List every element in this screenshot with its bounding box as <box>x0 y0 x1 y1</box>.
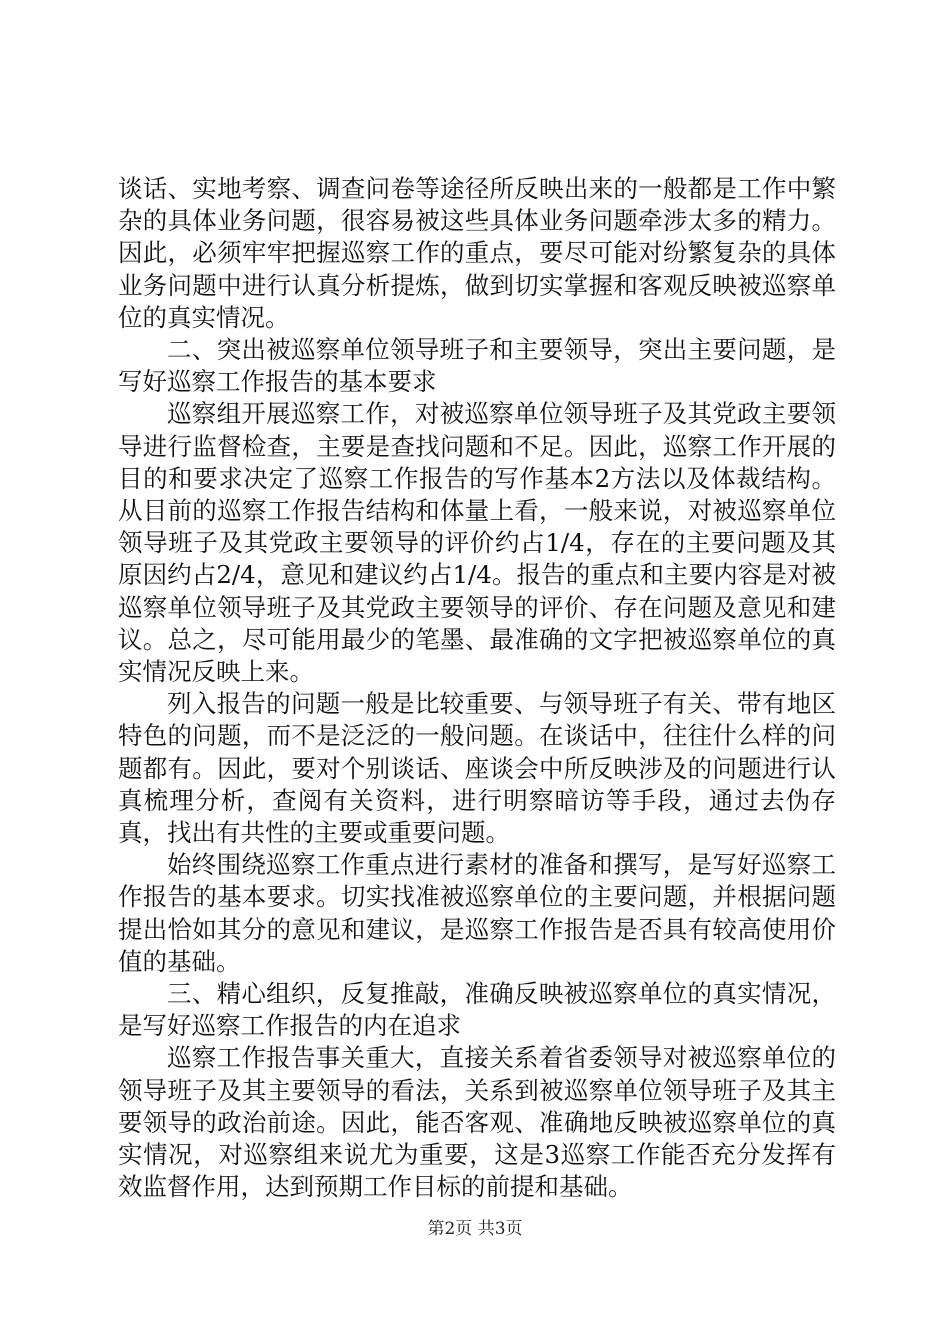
section-heading: 三、精心组织，反复推敲，准确反映被巡察单位的真实情况，是写好巡察工作报告的内在追求 <box>118 979 836 1041</box>
paragraph: 始终围绕巡察工作重点进行素材的准备和撰写，是写好巡察工作报告的基本要求。切实找准被巡察单位的主要问题，并根据问题提出恰如其分的意见和建议，是巡察工作报告是否具有较高使用价值的基础。 <box>118 850 836 976</box>
section-heading: 二、突出被巡察单位领导班子和主要领导，突出主要问题，是写好巡察工作报告的基本要求 <box>118 335 836 397</box>
paragraph: 巡察工作报告事关重大，直接关系着省委领导对被巡察单位的领导班子及其主要领导的看法，关系到被巡察单位领导班子及其主要领导的政治前途。因此，能否客观、准确地反映被巡察单位的真实情况，对巡察组来说尤为重要，这是3巡察工作能否充分发挥有效监督作用，达到预期工作目标的前提和基础。 <box>118 1043 836 1202</box>
paragraph: 列入报告的问题一般是比较重要、与领导班子有关、带有地区特色的问题，而不是泛泛的一般问题。在谈话中，往往什么样的问题都有。因此，要对个别谈话、座谈会中所反映涉及的问题进行认真梳理分析，查阅有关资料，进行明察暗访等手段，通过去伪存真，找出有共性的主要或重要问题。 <box>118 689 836 848</box>
page-number-footer: 第2页 共3页 <box>427 1219 523 1239</box>
paragraph: 谈话、实地考察、调查问卷等途径所反映出来的一般都是工作中繁杂的具体业务问题，很容易被这些具体业务问题牵涉太多的精力。因此，必须牢牢把握巡察工作的重点，要尽可能对纷繁复杂的具体业务问题中进行认真分析提炼，做到切实掌握和客观反映被巡察单位的真实情况。 <box>118 174 836 332</box>
document-body <box>118 173 836 1204</box>
paragraph: 巡察组开展巡察工作，对被巡察单位领导班子及其党政主要领导进行监督检查，主要是查找问题和不足。因此，巡察工作开展的目的和要求决定了巡察工作报告的写作基本2方法以及体裁结构。从目前的巡察工作报告结构和体量上看，一般来说，对被巡察单位领导班子及其党政主要领导的评价约占1/4，存在的主要问题及其原因约占2/4，意见和建议约占1/4。报告的重点和主要内容是对被巡察单位领导班子及其党政主要领导的评价、存在问题及意见和建议。总之，尽可能用最少的笔墨、最准确的文字把被巡察单位的真实情况反映上来。 <box>118 399 836 687</box>
